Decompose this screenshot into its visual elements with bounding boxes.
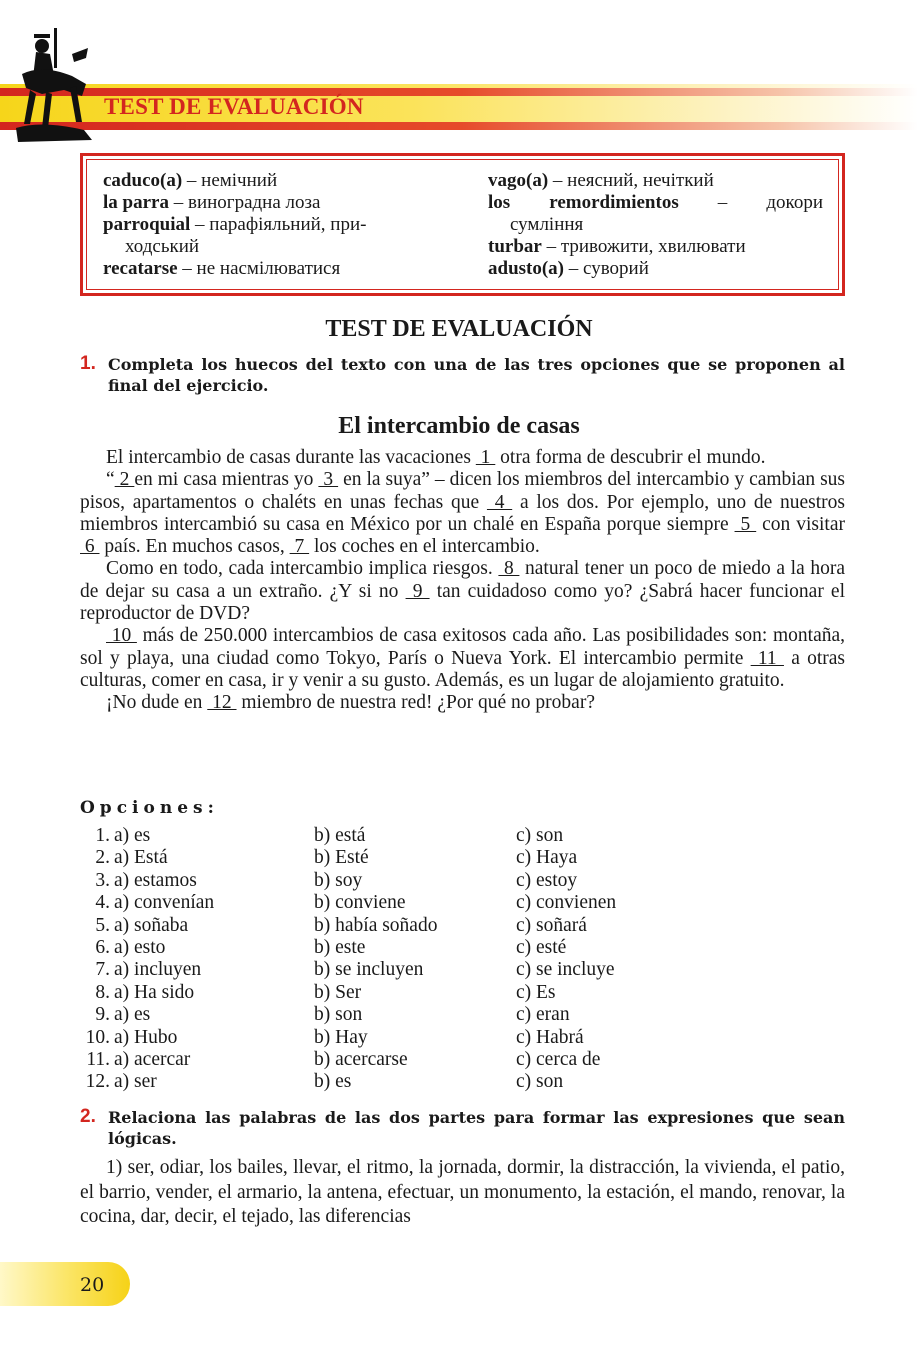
vocab-definition: – докори [678,192,823,213]
vocabulary-column-right [488,170,823,280]
blank-9[interactable]: 9 [405,580,430,602]
option-number: 9. [95,1004,110,1026]
text-segment: país. En muchos casos, [99,536,290,558]
text-segment: otra forma de descubrir el mundo. [495,447,766,468]
option-b[interactable]: b) Esté [314,847,369,869]
blank-5[interactable]: 5 [734,513,757,535]
text-segment: natural tener un poco de miedo a la hora de dejar su casa a un extraño. ¿Y si no [80,558,846,602]
vocab-term: parroquial [103,214,191,235]
header-title: TEST DE EVALUACIÓN [104,94,364,119]
text-segment: en la suya” – dicen los miembros del intercambio y cambian sus pisos, apartamentos o chaléts en unas fechas que [80,469,846,513]
option-c[interactable]: c) convienen [516,892,617,914]
option-a[interactable]: a) es [114,1004,151,1026]
option-a[interactable]: a) incluyen [114,959,202,981]
option-b[interactable]: b) Ser [314,981,362,1003]
vocab-entry [103,214,448,258]
vocab-term: recatarse [103,258,178,279]
blank-4[interactable]: 4 [486,491,513,513]
option-a[interactable]: a) soñaba [114,914,189,936]
text-segment: “ [106,469,115,491]
exercise-1-text [80,447,845,715]
blank-11[interactable]: 11 [750,647,784,669]
text-segment: los coches en el intercambio. [309,536,540,558]
option-c[interactable]: c) esté [516,936,567,958]
vocab-term: los remordimientos [488,192,679,213]
paragraph [80,558,845,625]
option-b[interactable]: b) acercarse [314,1048,408,1070]
vocab-definition-continued: сумління [510,214,584,235]
paragraph [80,447,845,469]
exercise-1-number: 1. [80,353,96,374]
option-b[interactable]: b) conviene [314,892,406,914]
vocab-definition: – тривожити, хвилювати [541,236,746,257]
options-heading: Opciones: [80,798,219,818]
blank-10[interactable]: 10 [106,625,137,647]
vocab-definition: – виноградна лоза [168,192,321,213]
page-number-tab [0,1262,130,1306]
option-b[interactable]: b) Hay [314,1026,368,1048]
vocab-definition: – не насмілюватися [177,258,341,279]
option-a[interactable]: a) estamos [114,869,197,891]
vocab-term: turbar [488,236,542,257]
option-c[interactable]: c) cerca de [516,1048,601,1070]
option-number: 1. [95,825,110,846]
text-segment: El intercambio de casas durante las vacaciones [106,447,476,468]
blank-3[interactable]: 3 [318,469,339,491]
option-c[interactable]: c) eran [516,1004,570,1026]
option-a[interactable]: a) Hubo [114,1026,178,1048]
option-c[interactable]: c) Es [516,981,556,1003]
vocab-entry [103,170,448,192]
option-b[interactable]: b) soy [314,869,363,891]
option-c[interactable]: c) soñará [516,914,587,936]
text-segment: más de 250.000 intercambios de casa exitosos cada año. Las posibilidades son: montaña, sol y playa, una ciudad como Tokyo, París o Nueva York. El intercambio permite [80,625,846,669]
option-c[interactable]: c) Haya [516,847,578,869]
vocab-definition: – парафіяльний, при- [190,214,367,235]
option-b[interactable]: b) es [314,1071,352,1093]
vocab-entry [488,214,823,236]
vocabulary-column-left [103,170,448,280]
text-segment: con visitar [756,513,845,535]
option-number: 2. [95,847,110,869]
option-a[interactable]: a) acercar [114,1048,191,1070]
text-segment: a otras culturas, comer en casa, ir y venir a su gusto. Además, es un lugar de alojamiento gratuito. [80,647,846,691]
page-number: 20 [80,1274,105,1296]
option-c[interactable]: c) se incluye [516,959,615,981]
option-number: 5. [95,914,110,936]
don-quixote-emblem-icon [12,24,102,148]
option-number: 3. [95,869,110,891]
option-number: 6. [95,936,110,958]
text-segment: tan cuidadoso como yo? ¿Sabrá hacer funcionar el reproductor de DVD? [80,580,846,625]
vocab-definition: – немічний [182,170,278,191]
vocab-term: adusto(a) [488,258,565,279]
vocab-entry [488,236,823,258]
vocab-term: caduco(a) [103,170,183,191]
vocab-entry [488,258,823,280]
option-c[interactable]: c) Habrá [516,1026,584,1048]
paragraph [80,469,845,558]
blank-12[interactable]: 12 [207,692,237,714]
option-number: 4. [95,892,110,914]
option-a[interactable]: a) es [114,825,151,846]
option-a[interactable]: a) ser [114,1071,157,1093]
text-segment: ¡No dude en [106,692,208,714]
vocab-entry [103,192,448,214]
option-a[interactable]: a) Está [114,847,168,869]
blank-6[interactable]: 6 [80,536,100,558]
blank-1[interactable]: 1 [475,447,496,468]
text-title: El intercambio de casas [338,413,580,439]
paragraph [80,625,845,692]
option-a[interactable]: a) esto [114,936,166,958]
vocab-definition-continued: ходський [125,236,200,257]
blank-8[interactable]: 8 [498,558,520,580]
text-segment: miembro de nuestra red! ¿Por qué no probar? [236,692,595,714]
option-number: 10. [85,1026,110,1048]
option-b[interactable]: b) está [314,825,366,846]
option-b[interactable]: b) se incluyen [314,959,424,981]
option-b[interactable]: b) son [314,1004,363,1026]
text-segment: en mi casa mientras yo [134,469,319,491]
vocab-entry [103,258,448,280]
blank-2[interactable]: 2 [114,469,135,491]
option-number: 8. [95,981,110,1003]
text-segment: Como en todo, cada intercambio implica riesgos. [106,558,499,580]
paragraph [80,692,845,714]
vocab-term: vago(a) [488,170,549,191]
paragraph: 1) ser, odiar, los bailes, llevar, el ritmo, la jornada, dormir, la distracción, la vivienda, el patio, el barrio, vender, el armario, la antena, efectuar, un monumento, la estación, el mando, renovar, la cocina, dar, decir, el tejado, las diferencias [80,1157,845,1227]
option-a[interactable]: a) convenían [114,892,215,914]
vocab-definition: – суворий [564,258,649,279]
exercise-2-number: 2. [80,1106,96,1127]
vocab-entry [488,170,823,192]
header-stripe-bottom [0,122,918,130]
option-number: 12. [85,1071,110,1093]
option-b[interactable]: b) este [314,936,366,958]
option-b[interactable]: b) había soñado [314,914,438,936]
option-number: 11. [86,1048,110,1070]
exercise-2-text [80,1156,845,1230]
option-number: 7. [95,959,110,981]
exercise-2-instruction: Relaciona las palabras de las dos partes para formar las expresiones que sean lógicas. [108,1108,845,1148]
option-c[interactable]: c) estoy [516,869,578,891]
option-a[interactable]: a) Ha sido [114,981,195,1003]
text-segment: a los dos. Por ejemplo, uno de nuestros miembros intercambió su casa en México por un chalé en España porque siempre [80,491,846,535]
exercise-1-instruction: Completa los huecos del texto con una de las tres opciones que se proponen al final del ejercicio. [108,355,845,395]
vocab-entry [488,192,823,214]
section-title: TEST DE EVALUACIÓN [325,316,593,342]
option-c[interactable]: c) son [516,1071,564,1093]
option-c[interactable]: c) son [516,825,564,846]
blank-7[interactable]: 7 [289,536,310,558]
vocab-term: la parra [103,192,169,213]
vocabulary-box [80,153,845,296]
vocab-definition: – неясний, нечіткий [548,170,714,191]
